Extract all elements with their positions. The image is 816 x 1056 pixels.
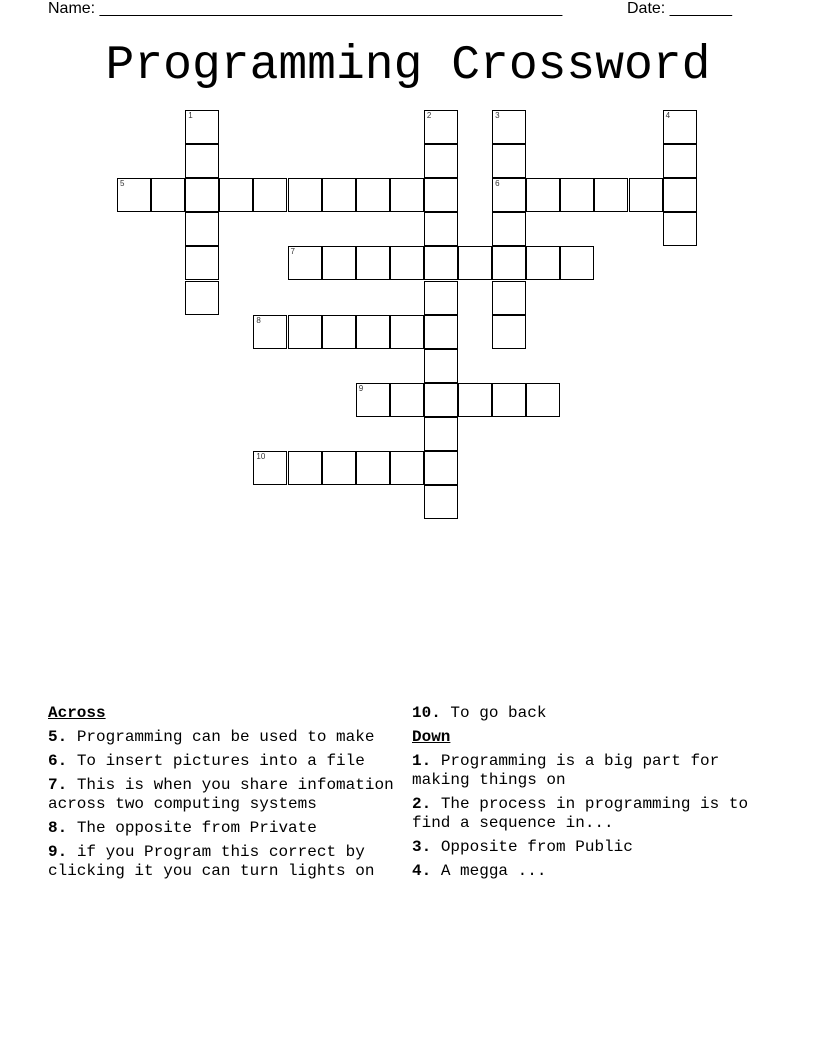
grid-cell (424, 485, 458, 519)
grid-cell (219, 178, 253, 212)
grid-cell (424, 178, 458, 212)
grid-cell (424, 315, 458, 349)
clue-text: The opposite from Private (76, 819, 317, 837)
grid-cell (629, 178, 663, 212)
cell-number: 1 (188, 111, 193, 120)
grid-cell (424, 417, 458, 451)
grid-cell (663, 178, 697, 212)
cell-number: 9 (358, 383, 364, 393)
grid-cell (356, 451, 390, 485)
across-clue-5 (48, 728, 406, 747)
grid-cell (390, 315, 424, 349)
clue-number: 8. (48, 819, 68, 837)
clue-text: The process in programming is to find a sequence in... (412, 795, 749, 832)
grid-cell (560, 246, 594, 280)
clue-number: 10. (412, 704, 441, 722)
cell-number: 4 (665, 111, 671, 120)
grid-cell (288, 178, 322, 212)
clue-number: 2. (412, 795, 432, 813)
grid-cell (560, 178, 594, 212)
down-heading: Down (412, 728, 451, 746)
grid-cell (322, 178, 356, 212)
grid-cell (151, 178, 185, 212)
grid-cell (492, 178, 526, 212)
clue-text: A megga ... (440, 862, 547, 880)
grid-cell (185, 212, 219, 246)
cell-number: 5 (120, 179, 125, 189)
grid-cell (322, 246, 356, 280)
across-heading: Across (48, 704, 106, 722)
grid-cell (492, 383, 526, 417)
grid-cell (185, 144, 219, 178)
cell-number: 7 (290, 247, 295, 257)
grid-cell (185, 110, 219, 144)
grid-cell (492, 110, 526, 144)
grid-cell (424, 281, 458, 315)
grid-cell (492, 281, 526, 315)
grid-cell (663, 110, 697, 144)
grid-cell (424, 212, 458, 246)
clue-text: To go back (450, 704, 547, 722)
grid-cell (356, 315, 390, 349)
page-title: Programming Crossword (105, 39, 711, 93)
clue-number: 7. (48, 776, 68, 794)
clue-text: if you Program this correct by clicking it you can turn lights on (48, 843, 375, 880)
across-clue-7 (48, 776, 406, 814)
clue-number: 3. (412, 838, 432, 856)
grid-cell (288, 315, 322, 349)
clue-text: Programming can be used to make (76, 728, 375, 746)
grid-cell (185, 246, 219, 280)
grid-cell (424, 349, 458, 383)
grid-cell (253, 178, 287, 212)
grid-cell (424, 451, 458, 485)
cell-number: 3 (495, 111, 500, 120)
grid-cell (185, 178, 219, 212)
grid-cell (526, 383, 560, 417)
cell-number: 8 (256, 315, 261, 325)
across-clue-8 (48, 819, 406, 838)
clue-text: To insert pictures into a file (76, 752, 365, 770)
grid-cell (492, 144, 526, 178)
grid-cell (492, 246, 526, 280)
clue-number: 5. (48, 728, 68, 746)
grid-cell (253, 451, 287, 485)
clues-column-left (48, 704, 406, 886)
grid-cell (117, 178, 151, 212)
down-clue-3 (412, 838, 772, 857)
clues-column-right (412, 704, 772, 886)
grid-cell (458, 246, 492, 280)
clue-text: This is when you share infomation across two computing systems (48, 776, 394, 813)
grid-cell (526, 178, 560, 212)
grid-cell (390, 178, 424, 212)
grid-cell (185, 281, 219, 315)
cell-number: 10 (256, 452, 266, 461)
clue-number: 6. (48, 752, 68, 770)
cell-number: 6 (495, 179, 500, 189)
clue-text: Programming is a big part for making things on (412, 752, 720, 789)
grid-cell (390, 451, 424, 485)
grid-cell (594, 178, 628, 212)
grid-cell (458, 383, 492, 417)
down-clue-4 (412, 862, 772, 881)
grid-cell (492, 212, 526, 246)
clue-text: Opposite from Public (440, 838, 633, 856)
clue-number: 4. (412, 862, 432, 880)
grid-cell (356, 383, 390, 417)
grid-cell (253, 315, 287, 349)
grid-cell (424, 246, 458, 280)
grid-cell (424, 144, 458, 178)
grid-cell (663, 212, 697, 246)
grid-cell (390, 383, 424, 417)
grid-cell (526, 246, 560, 280)
grid-cell (663, 144, 697, 178)
grid-cell (322, 451, 356, 485)
down-clue-2 (412, 795, 772, 833)
grid-cell (424, 383, 458, 417)
down-clue-1 (412, 752, 772, 790)
across-clue-10 (412, 704, 772, 723)
grid-cell (288, 451, 322, 485)
grid-cell (356, 246, 390, 280)
grid-cell (322, 315, 356, 349)
grid-cell (424, 110, 458, 144)
grid-cell (288, 246, 322, 280)
grid-cell (390, 246, 424, 280)
cell-number: 2 (426, 111, 432, 120)
across-clue-6 (48, 752, 406, 771)
grid-cell (492, 315, 526, 349)
grid-cell (356, 178, 390, 212)
across-clue-9 (48, 843, 406, 881)
name-field: Name: ____________________________________________________ (48, 0, 563, 17)
clue-number: 9. (48, 843, 68, 861)
date-field: Date: _______ (627, 0, 732, 17)
clue-number: 1. (412, 752, 432, 770)
